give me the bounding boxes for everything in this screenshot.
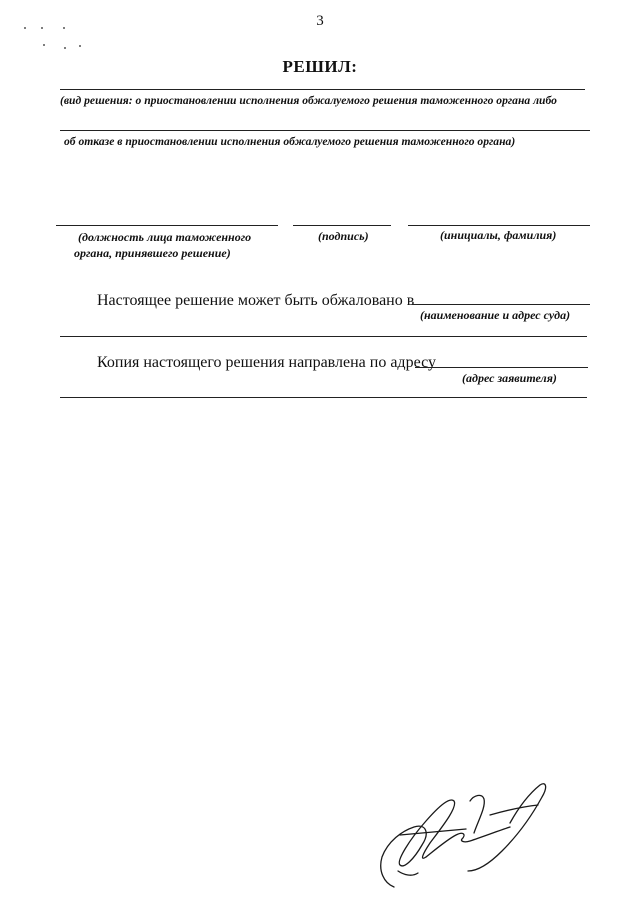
appeal-line-2 [60, 336, 587, 337]
copy-line-2 [60, 397, 587, 398]
position-line [56, 225, 278, 226]
copy-address-line [415, 367, 588, 368]
signature-line [293, 225, 391, 226]
appeal-court-line [412, 304, 590, 305]
name-caption: (инициалы, фамилия) [440, 228, 557, 242]
position-caption-2: органа, принявшего решение) [74, 246, 231, 260]
appeal-caption: (наименование и адрес суда) [420, 308, 571, 322]
appeal-text: Настоящее решение может быть обжаловано в [97, 292, 415, 309]
position-caption-1: (должность лица таможенного [78, 230, 252, 244]
copy-text: Копия настоящего решения направлена по адресу [97, 354, 436, 371]
decision-line-1 [60, 89, 585, 90]
signature-caption: (подпись) [318, 229, 369, 243]
page-title: РЕШИЛ: [282, 57, 358, 76]
decision-caption-1: (вид решения: о приостановлении исполнения обжалуемого решения таможенного органа либо [60, 94, 557, 107]
decision-caption-2: об отказе в приостановлении исполнения обжалуемого решения таможенного органа) [64, 135, 516, 148]
page-number: 3 [316, 13, 324, 29]
decision-line-2 [60, 130, 590, 131]
copy-caption: (адрес заявителя) [462, 371, 557, 385]
name-line [408, 225, 590, 226]
signature-scribble-icon [370, 775, 560, 895]
